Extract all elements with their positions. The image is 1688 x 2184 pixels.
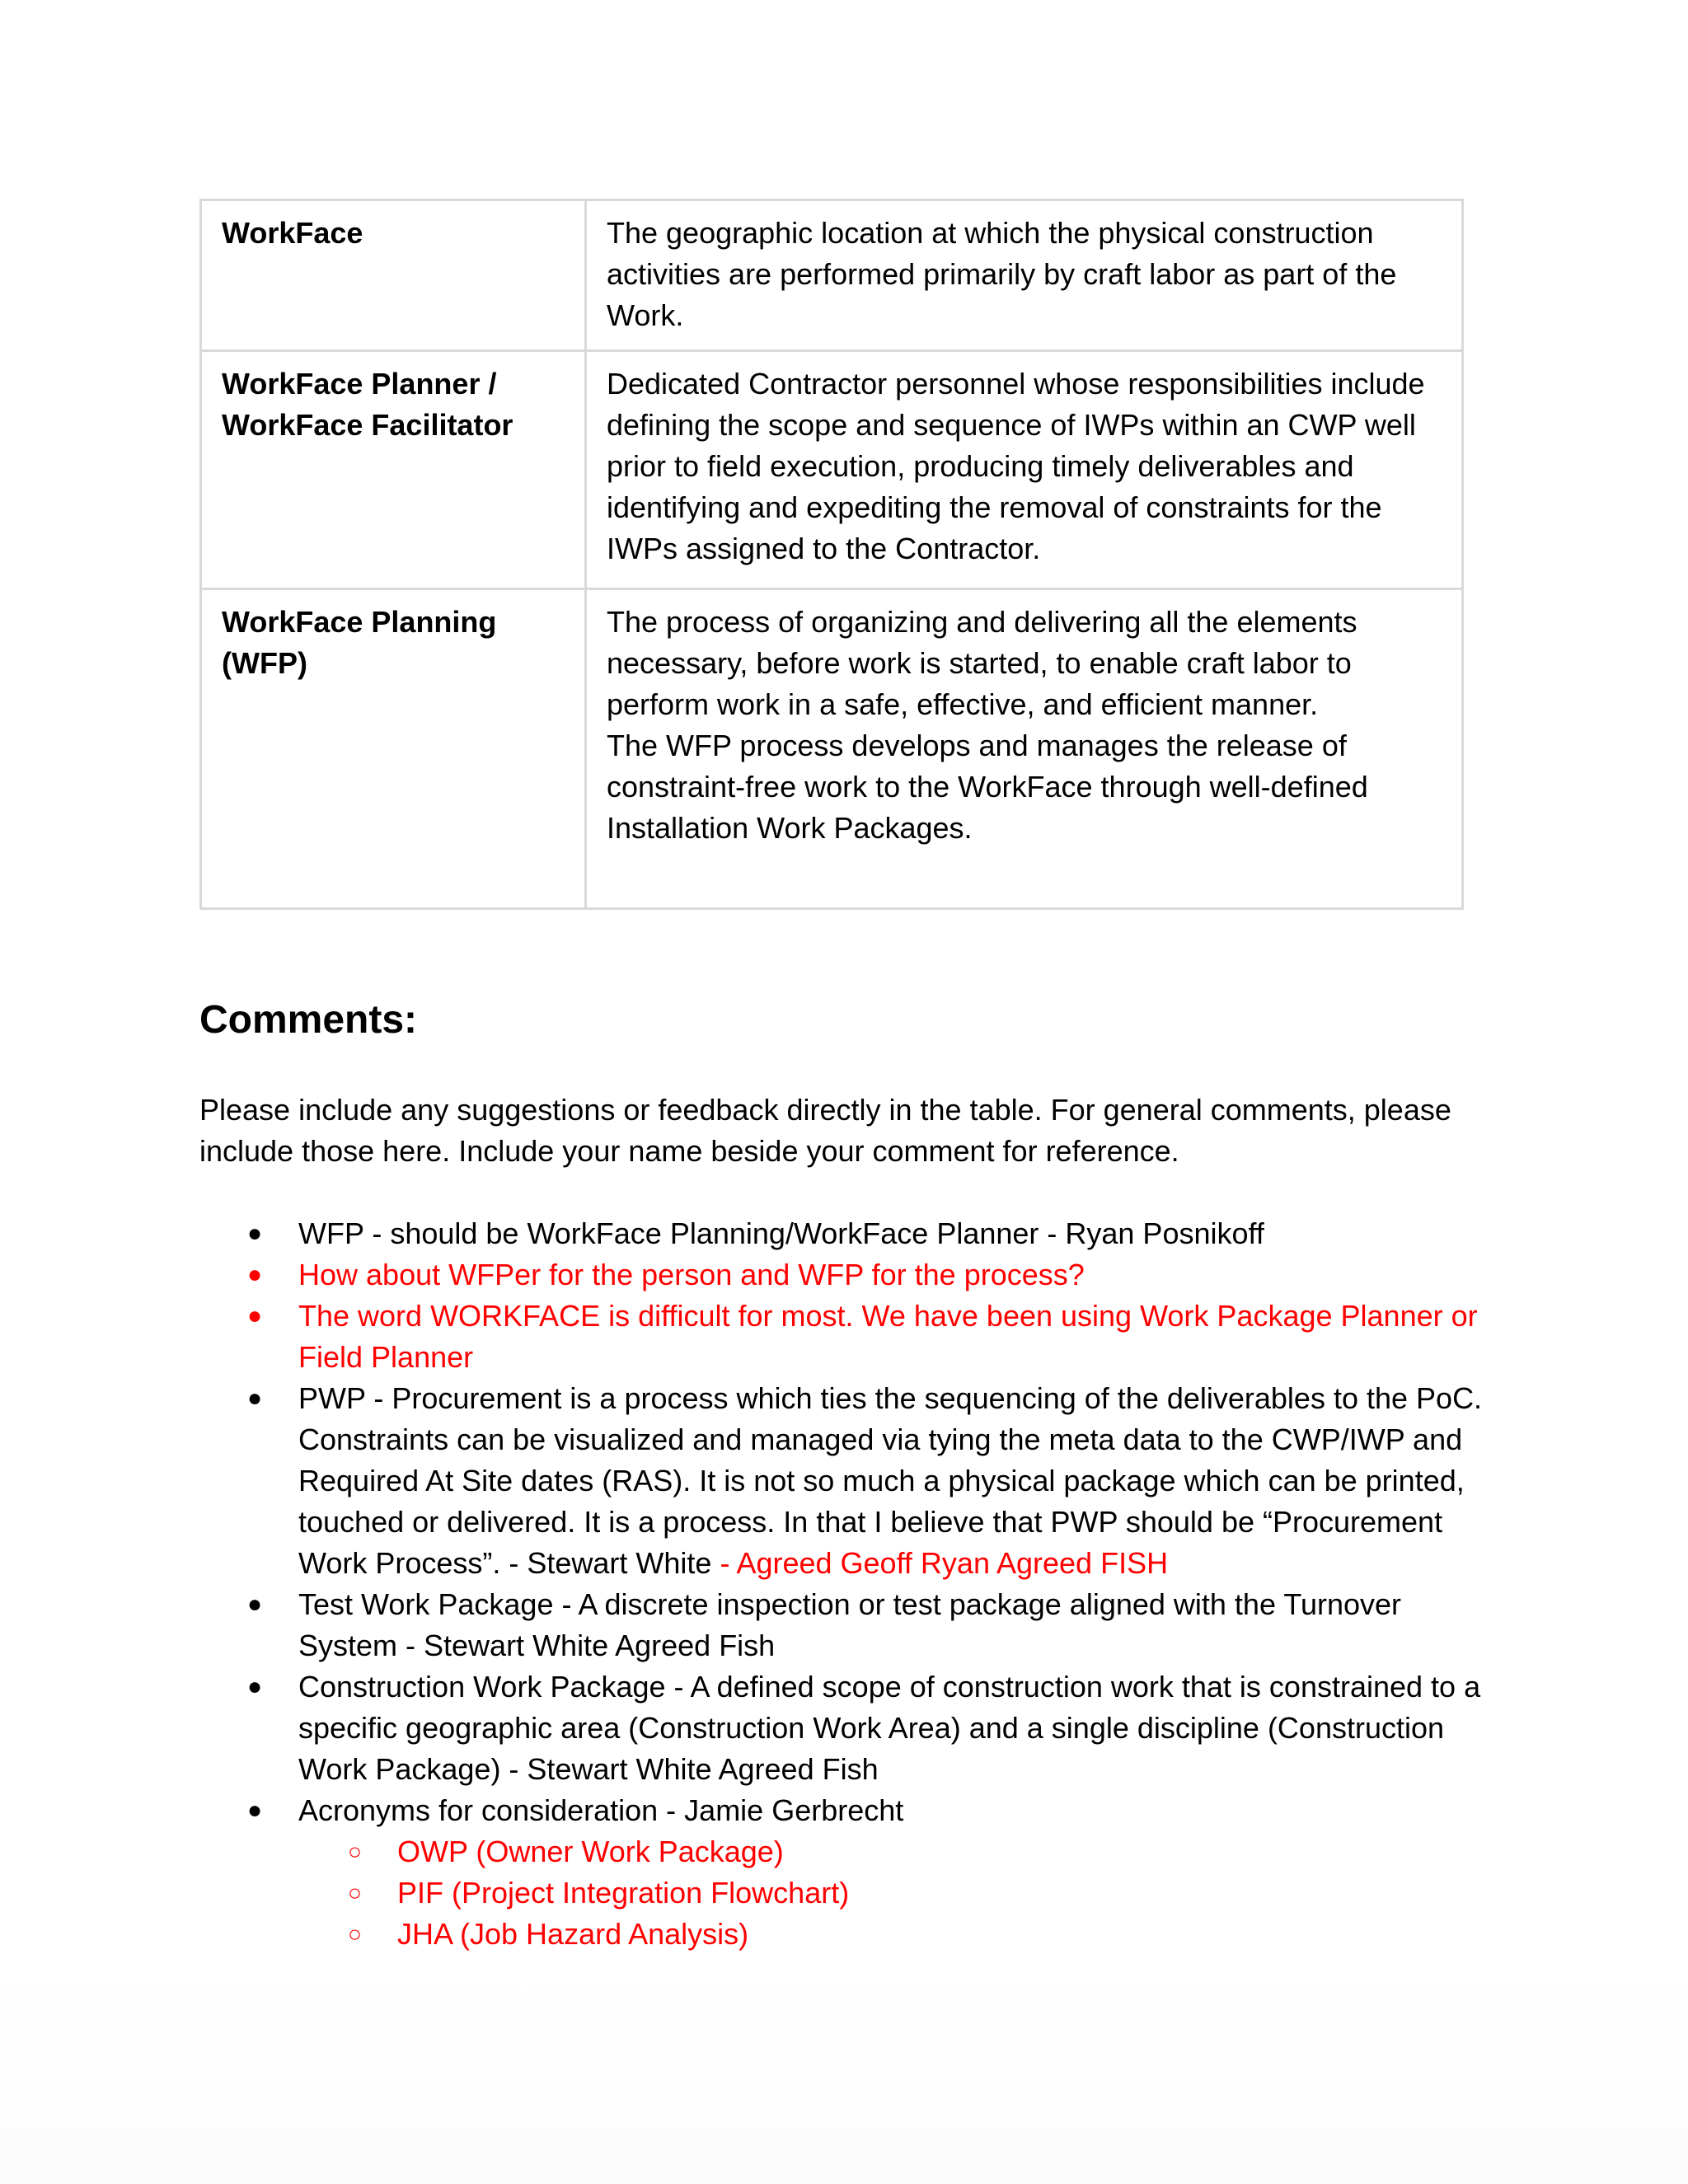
- comment-text: The word WORKFACE is difficult for most. We have been using Work Package Planner or Field Planner: [298, 1299, 1478, 1374]
- bullet-icon: ●: [247, 1261, 263, 1288]
- comment-reply: - Agreed Geoff Ryan Agreed FISH: [711, 1546, 1169, 1580]
- list-item: [0, 1296, 1503, 1378]
- hollow-bullet-icon: ○: [348, 1880, 362, 1905]
- acronym-text: OWP (Owner Work Package): [397, 1835, 784, 1868]
- acronym-text: JHA (Job Hazard Analysis): [397, 1917, 749, 1951]
- sub-list-item: [298, 1914, 1503, 1955]
- term-text: WorkFace Planner /: [222, 367, 497, 401]
- definition-paragraph: The WFP process develops and manages the release of constraint-free work to the WorkFace through well-defined Installation Work Packages.: [607, 729, 1368, 845]
- list-item: [0, 1378, 1503, 1584]
- comments-heading: Comments:: [199, 998, 418, 1042]
- hollow-bullet-icon: ○: [348, 1839, 362, 1864]
- sub-list-item: [298, 1831, 1503, 1872]
- list-item: [0, 1790, 1503, 1955]
- bullet-icon: ●: [247, 1673, 263, 1700]
- comment-text: Test Work Package - A discrete inspection or test package aligned with the Turnover System - Stewart White Agreed Fish: [298, 1587, 1402, 1662]
- definition-text: Dedicated Contractor personnel whose responsibilities include defining the scope and sequence of IWPs within an CWP well prior to field execution, producing timely deliverables and identifying and expediting the removal of constraints for the IWPs assigned to the Contractor.: [607, 367, 1425, 565]
- definition-cell: [586, 200, 1463, 351]
- comment-text: How about WFPer for the person and WFP for the process?: [298, 1258, 1085, 1291]
- comment-text: Acronyms for consideration - Jamie Gerbrecht: [298, 1793, 904, 1827]
- sub-list-item: [298, 1872, 1503, 1914]
- term-cell: [201, 351, 586, 589]
- comment-list: [0, 1213, 1688, 1955]
- definition-cell: [586, 589, 1463, 909]
- table-row: [201, 589, 1463, 909]
- list-item: [0, 1254, 1503, 1296]
- list-item: [0, 1213, 1503, 1254]
- term-cell: [201, 589, 586, 909]
- acronym-list: [298, 1831, 1503, 1955]
- term-cell: [201, 200, 586, 351]
- bullet-icon: ●: [247, 1797, 263, 1824]
- bullet-icon: ●: [247, 1385, 263, 1412]
- comment-text: PWP - Procurement is a process which ties the sequencing of the deliverables to the PoC. Constraints can be visualized and managed via tying the meta data to the CWP/IWP and Required At Site dates (RAS). It is not so much a physical package which can be printed, touched or delivered. It is a process. In that I believe that PWP should be “Procurement Work Process”. - Stewart White: [298, 1381, 1483, 1580]
- definition-text: The geographic location at which the physical construction activities are performed primarily by craft labor as part of the Work.: [607, 216, 1397, 332]
- list-item: [0, 1666, 1503, 1790]
- comments-intro: Please include any suggestions or feedback directly in the table. For general comments, please include those here. Include your name beside your comment for reference.: [199, 1093, 1451, 1168]
- comment-text: Construction Work Package - A defined scope of construction work that is constrained to a specific geographic area (Construction Work Area) and a single discipline (Construction Work Package) - Stewart White Agreed Fish: [298, 1670, 1481, 1786]
- hollow-bullet-icon: ○: [348, 1921, 362, 1947]
- definitions-table: [199, 199, 1464, 910]
- term-text: WorkFace Planning: [222, 605, 497, 639]
- bullet-icon: ●: [247, 1302, 263, 1329]
- definition-cell: [586, 351, 1463, 589]
- term-text: WorkFace: [222, 216, 363, 250]
- page-bottom-shade: [0, 1961, 1688, 2184]
- table-row: [201, 351, 1463, 589]
- bullet-icon: ●: [247, 1591, 263, 1618]
- acronym-text: PIF (Project Integration Flowchart): [397, 1876, 850, 1910]
- term-text: (WFP): [222, 646, 307, 680]
- comment-text: WFP - should be WorkFace Planning/WorkFace Planner - Ryan Posnikoff: [298, 1216, 1264, 1250]
- bullet-icon: ●: [247, 1220, 263, 1247]
- table-row: [201, 200, 1463, 351]
- list-item: [0, 1584, 1503, 1666]
- term-text: WorkFace Facilitator: [222, 408, 513, 442]
- definition-paragraph: The process of organizing and delivering all the elements necessary, before work is started, to enable craft labor to perform work in a safe, effective, and efficient manner.: [607, 605, 1357, 721]
